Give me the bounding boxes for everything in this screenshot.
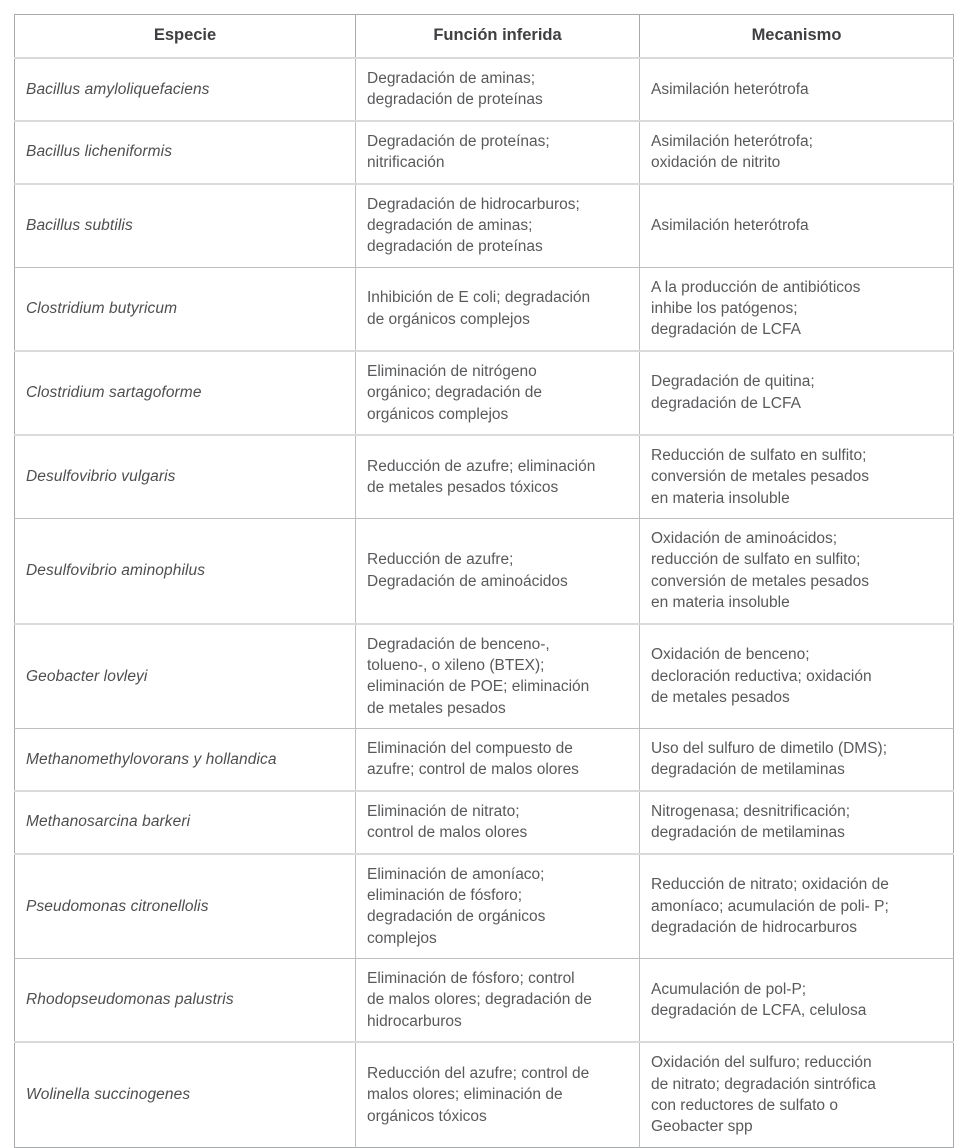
cell-line: Reducción de azufre; eliminación [367,457,596,475]
column-header-funcion-inferida: Función inferida [356,15,640,59]
cell-line: de malos olores; degradación de [367,991,592,1009]
cell-species: Methanomethylovorans y hollandica [15,729,356,791]
cell-inferred-function [356,519,640,624]
cell-line: Eliminación de nitrato; [367,802,520,820]
cell-inferred-function [356,184,640,268]
cell-line: Degradación de benceno-, [367,635,550,653]
table-row [15,791,954,854]
table-row [15,1042,954,1147]
species-function-mechanism-table [14,14,954,1148]
cell-mechanism [640,267,954,351]
cell-line: Eliminación del compuesto de [367,740,573,757]
cell-line: Eliminación de fósforo; control [367,970,575,987]
cell-inferred-function [356,1042,640,1147]
cell-line: Degradación de proteínas; [367,132,550,150]
cell-line: Inhibición de E coli; degradación [367,289,591,307]
cell-species: Clostridium sartagoforme [15,351,356,435]
cell-species: Bacillus subtilis [15,184,356,268]
cell-line: Nitrogenasa; desnitrificación; [651,802,851,820]
cell-mechanism [640,121,954,184]
cell-line: de nitrato; degradación sintrófica [651,1075,876,1093]
cell-line: de orgánicos complejos [367,310,530,328]
cell-line: degradación de LCFA [651,394,801,412]
cell-line: Degradación de aminoácidos [367,572,568,590]
cell-line: Asimilación heterótrofa; [651,132,813,150]
table-row [15,267,954,351]
table-header-row [15,15,954,59]
cell-line: A la producción de antibióticos [651,278,861,296]
cell-line: Eliminación de nitrógeno [367,362,537,380]
cell-species: Wolinella succinogenes [15,1042,356,1147]
cell-species: Methanosarcina barkeri [15,791,356,854]
table-header [15,15,954,59]
cell-line: Asimilación heterótrofa [651,216,809,234]
cell-inferred-function [356,121,640,184]
table-row [15,121,954,184]
cell-inferred-function [356,791,640,854]
cell-line: degradación de LCFA, celulosa [651,1002,867,1020]
cell-line: complejos [367,929,437,947]
cell-line: conversión de metales pesados [651,468,869,486]
cell-mechanism [640,519,954,624]
cell-line: de metales pesados [367,699,506,717]
cell-inferred-function [356,624,640,729]
cell-mechanism [640,729,954,791]
cell-mechanism [640,854,954,959]
cell-line: orgánico; degradación de [367,384,542,402]
cell-line: degradación de hidrocarburos [651,918,857,936]
cell-line: en materia insoluble [651,489,790,507]
cell-line: malos olores; eliminación de [367,1086,563,1104]
cell-mechanism [640,58,954,121]
cell-line: decloración reductiva; oxidación [651,667,872,685]
cell-inferred-function [356,435,640,519]
cell-line: Oxidación de benceno; [651,646,810,664]
cell-line: degradación de orgánicos [367,908,546,926]
cell-inferred-function [356,351,640,435]
table-row [15,184,954,268]
cell-inferred-function [356,959,640,1043]
table-body [15,58,954,1147]
table-row [15,729,954,791]
cell-line: Asimilación heterótrofa [651,80,809,98]
cell-mechanism [640,959,954,1043]
cell-line: de metales pesados tóxicos [367,478,559,496]
cell-line: Degradación de hidrocarburos; [367,195,580,213]
cell-species: Bacillus amyloliquefaciens [15,58,356,121]
table-row [15,351,954,435]
table-row [15,959,954,1043]
cell-line: degradación de metilaminas [651,824,845,842]
column-header-mecanismo: Mecanismo [640,15,954,59]
table-row [15,58,954,121]
cell-line: degradación de metilaminas [651,761,845,779]
cell-line: Degradación de aminas; [367,70,536,87]
cell-line: tolueno-, o xileno (BTEX); [367,656,545,674]
cell-species: Desulfovibrio vulgaris [15,435,356,519]
cell-line: Uso del sulfuro de dimetilo (DMS); [651,740,888,757]
cell-mechanism [640,435,954,519]
cell-species: Geobacter lovleyi [15,624,356,729]
cell-line: degradación de LCFA [651,321,801,339]
table-row [15,519,954,624]
table-row [15,624,954,729]
cell-inferred-function [356,854,640,959]
cell-line: conversión de metales pesados [651,572,869,590]
cell-line: Oxidación de aminoácidos; [651,530,838,547]
cell-line: Oxidación del sulfuro; reducción [651,1054,872,1072]
cell-mechanism [640,791,954,854]
cell-line: azufre; control de malos olores [367,761,579,779]
cell-line: oxidación de nitrito [651,154,781,172]
cell-line: hidrocarburos [367,1012,462,1030]
cell-line: en materia insoluble [651,594,790,612]
cell-line: orgánicos complejos [367,405,509,423]
cell-line: Geobacter spp [651,1118,753,1136]
cell-line: Reducción de azufre; [367,551,514,569]
cell-line: eliminación de fósforo; [367,886,523,904]
cell-line: con reductores de sulfato o [651,1096,838,1114]
cell-mechanism [640,1042,954,1147]
cell-species: Pseudomonas citronellolis [15,854,356,959]
cell-species: Clostridium butyricum [15,267,356,351]
cell-line: Reducción de sulfato en sulfito; [651,446,867,464]
cell-line: de metales pesados [651,688,790,706]
cell-line: Reducción del azufre; control de [367,1064,590,1082]
cell-line: Eliminación de amoníaco; [367,865,545,883]
cell-mechanism [640,184,954,268]
cell-line: amoníaco; acumulación de poli- P; [651,897,889,915]
column-header-especie: Especie [15,15,356,59]
cell-line: inhibe los patógenos; [651,300,798,317]
cell-line: orgánicos tóxicos [367,1107,487,1125]
cell-line: degradación de aminas; [367,216,533,234]
cell-species: Rhodopseudomonas palustris [15,959,356,1043]
cell-inferred-function [356,267,640,351]
cell-line: nitrificación [367,154,445,172]
cell-line: eliminación de POE; eliminación [367,678,590,696]
cell-line: degradación de proteínas [367,91,543,109]
cell-line: Acumulación de pol-P; [651,980,807,998]
cell-line: control de malos olores [367,824,528,842]
cell-mechanism [640,351,954,435]
cell-line: degradación de proteínas [367,238,543,256]
table-row [15,435,954,519]
cell-species: Desulfovibrio aminophilus [15,519,356,624]
table-row [15,854,954,959]
cell-species: Bacillus licheniformis [15,121,356,184]
cell-line: Reducción de nitrato; oxidación de [651,876,889,894]
cell-inferred-function [356,58,640,121]
cell-line: reducción de sulfato en sulfito; [651,551,861,569]
cell-mechanism [640,624,954,729]
cell-inferred-function [356,729,640,791]
cell-line: Degradación de quitina; [651,373,815,391]
